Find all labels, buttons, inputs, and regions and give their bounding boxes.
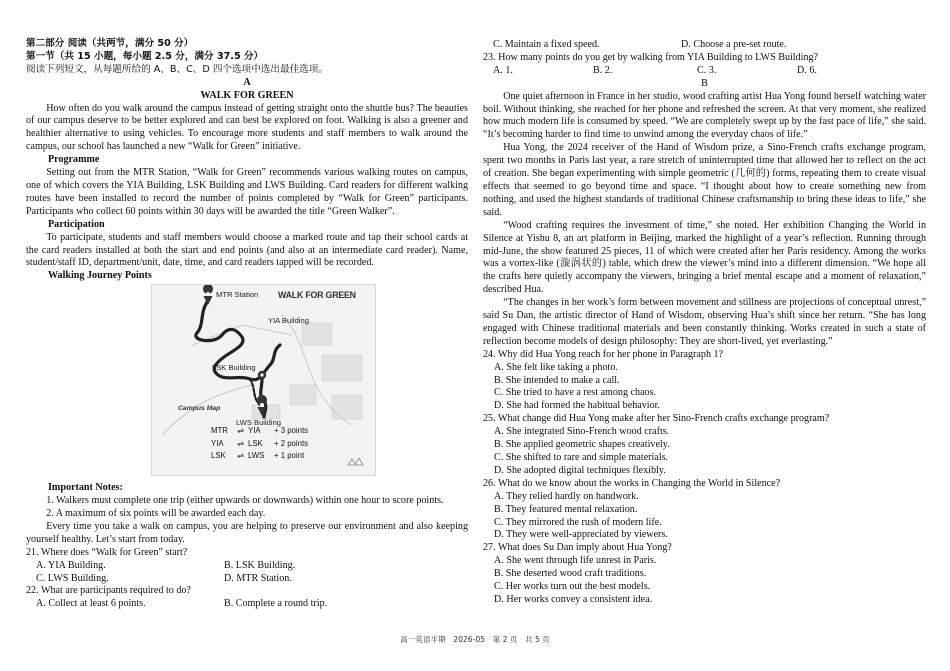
right-column [483, 39, 926, 607]
option: A. She went through life unrest in Paris. [494, 555, 657, 567]
campus-map-label: Campus Map [178, 405, 221, 413]
option: C. Her works turn out the best models. [494, 581, 651, 593]
passage-b-paragraph-4: “The changes in her work’s form between movement and stillness are projections of conceptual unrest,” said Su Dan, the artistic director of Hand of Wisdom, observing Hua’s shift since her return. “She has long engaged with Chinese traditional materials and been constantly thinking. Works created in such a state of reflection become models of design philosophy: They are short-lived, yet everlasting.” [483, 297, 926, 347]
points-row-1: MTR ⇌ YIA + 3 points [211, 425, 308, 438]
passage-b-paragraph-2: Hua Yong, the 2024 receiver of the Hand of Wisdom prize, a Sino-French crafts exchange program, spent two months in Paris last year, a rare stretch of uninterrupted time that allowed her to reflect on the act of creation. She began experimenting with simple geometric (几何的) forms, repeating them to create visual effects that seemed to go beyond time and space. “I thought about how to create something new from nothing, and used the highest standards of traditional Chinese craftsmanship to bring these ideas to life,” she said. [483, 142, 926, 218]
option: D. Choose a pre-set route. [681, 39, 787, 50]
option: C. 3. [697, 64, 717, 76]
points-table [211, 425, 308, 463]
option: B. LSK Building. [224, 559, 296, 571]
option: D. They were well-appreciated by viewers. [494, 529, 668, 541]
lsk-pin-icon [258, 371, 266, 379]
option: A. Collect at least 6 points. [36, 598, 146, 610]
option: D. MTR Station. [224, 572, 292, 584]
question-24: 24. Why did Hua Yong reach for her phone in Paragraph 1? [483, 348, 724, 360]
passage-a-title: WALK FOR GREEN [200, 89, 294, 101]
question-25: 25. What change did Hua Yong make after her Sino-French crafts exchange program? [483, 413, 830, 425]
question-22-options [26, 598, 468, 611]
question-21-options [26, 560, 468, 573]
passage-b-paragraph-3: “Wood crafting requires the investment of time,” she noted. Her exhibition Changing the World in Silence at Yishu 8, an art platform in Beijing, marked the highlight of a year’s reflection. Running through mid-June, the show featured 25 pieces, 11 of which were created after her Paris residency. Among the works was a vortex-like (漩涡状的) table, which drew the viewer’s mind into a different dimension. “We hope all the crafts here quietly accompany the viewers, bringing a brief mental escape and a moment of relaxation,” described Hua. [483, 219, 926, 296]
option: B. She applied geometric shapes creatively. [494, 439, 670, 451]
option: D. She had formed the habitual behavior. [494, 400, 660, 412]
yia-building-label: YIA Building [268, 316, 309, 326]
option: B. Complete a round trip. [224, 598, 328, 610]
option: B. She deserted wood craft traditions. [494, 568, 647, 580]
programme-heading: Programme [48, 154, 100, 166]
campus-map-figure [26, 284, 468, 476]
question-26: 26. What do we know about the works in Changing the World in Silence? [483, 477, 781, 489]
option: C. Maintain a fixed speed. [493, 39, 600, 50]
points-row-3: LSK ⇌ LWS + 1 point [211, 450, 308, 463]
question-23: 23. How many points do you get by walking from YIA Building to LWS Building? [483, 51, 819, 63]
option: A. She felt like taking a photo. [494, 361, 618, 373]
journey-points-heading: Walking Journey Points [48, 270, 152, 282]
option: A. They relied hardly on handwork. [494, 490, 639, 502]
option: B. She intended to make a call. [494, 374, 620, 386]
question-27: 27. What does Su Dan imply about Hua Yong? [483, 542, 672, 554]
passage-b-letter: B [701, 77, 708, 89]
passage-a-paragraph-3: To participate, students and staff members would choose a marked route and tap their school cards at the card readers installed at both the start and end points (and also at an intermediate card reader). Name, student/staff ID, department/unit, date, time, and card readers tapped will be recorded. [26, 231, 468, 269]
important-notes-heading: Important Notes: [48, 482, 123, 494]
instruction: 阅读下列短文，从每题所给的 A、B、C、D 四个选项中选出最佳选项。 [26, 63, 328, 75]
page-footer: 高一英语半期 2026-05 第 2 页 共 5 页 [400, 635, 550, 644]
question-22: 22. What are participants required to do? [26, 585, 191, 597]
question-22-options [483, 39, 926, 52]
section-heading: 第一节（共 15 小题，每小题 2.5 分，满分 37.5 分） [26, 50, 264, 62]
walk-for-green-logo: WALK FOR GREEN [278, 290, 356, 301]
exchange-arrow-icon: ⇌ [237, 438, 244, 448]
exchange-arrow-icon: ⇌ [237, 426, 244, 436]
left-column [26, 38, 468, 611]
note-1: 1. Walkers must complete one trip (either upwards or downwards) within one hour to score points. [46, 495, 444, 507]
lws-building-label: LWS Building [236, 418, 282, 428]
option: C. She tried to have a rest among chaos. [494, 387, 657, 399]
option: C. They mirrored the rush of modern life. [494, 516, 662, 528]
mtr-station-label: MTR Station [216, 290, 259, 300]
question-23-options [483, 65, 926, 78]
passage-a-letter: A [243, 76, 251, 88]
points-row-2: YIA ⇌ LSK + 2 points [211, 438, 308, 451]
option: D. 6. [797, 64, 817, 76]
part-heading: 第二部分 阅读（共两节，满分 50 分） [26, 38, 194, 49]
passage-a-paragraph-2: Setting out from the MTR Station, “Walk for Green” recommends various walking routes on campus, one of which covers the YIA Building, LSK Building and LWS Building. Card readers for different walking routes have been installed to record the number of points completed by “Walk for Green” participants. Participants who collect 60 points within 30 days will be awarded the title “Green Walker”. [26, 167, 468, 217]
option: D. Her works convey a consistent idea. [494, 593, 653, 605]
passage-b-paragraph-1: One quiet afternoon in France in her studio, wood crafting artist Hua Yong found herself watching water boil. Without thinking, she reached for her phone and refreshed the screen. At that very moment, she realized how much modern life is consumed by speed. “We are completely swept up by the fast pace of life,” she said. “It’s becoming harder to find time to unwind among the everyday chaos of life.” [483, 90, 926, 141]
option: A. 1. [493, 64, 513, 76]
passage-a-paragraph-1: How often do you walk around the campus instead of getting straight onto the shuttle bus? The beauties of our campus deserve to be better explored and can best be explored on foot. Walking is also a greener and healthier alternative to using vehicles. To encourage more students and staff members to walk around the campus, our school has launched a new “Walk for Green” initiative. [26, 102, 468, 153]
exchange-arrow-icon: ⇌ [237, 451, 244, 461]
note-2: 2. A maximum of six points will be awarded each day. [46, 508, 266, 520]
note-3: Every time you take a walk on campus, you are helping to preserve our environment and also keeping yourself healthy. Let’s start from today. [26, 520, 468, 545]
question-21: 21. Where does “Walk for Green” start? [26, 546, 188, 558]
participation-heading: Participation [48, 218, 105, 230]
option: A. She integrated Sino-French wood crafts. [494, 426, 670, 438]
decorative-logo-icon [348, 458, 363, 465]
option: C. LWS Building. [36, 572, 109, 584]
lsk-building-label: LSK Building [212, 363, 256, 373]
campus-map [151, 284, 376, 476]
option: B. They featured mental relaxation. [494, 503, 638, 515]
question-21-options [26, 573, 468, 586]
option: B. 2. [593, 64, 613, 76]
option: C. She shifted to rare and simple materials. [494, 452, 669, 463]
option: D. She adopted digital techniques flexibly. [494, 464, 666, 476]
mtr-pin-icon [203, 285, 213, 305]
option: A. YIA Building. [36, 559, 106, 571]
